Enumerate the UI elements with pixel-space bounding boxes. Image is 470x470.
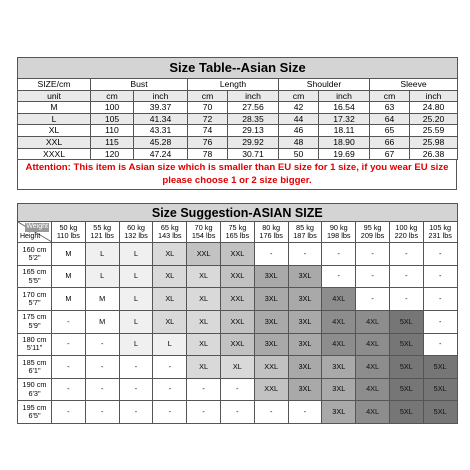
measurement-cell: 29.92 (228, 136, 279, 148)
suggested-size-cell: XL (187, 265, 221, 288)
height-row (18, 378, 458, 401)
suggested-size-cell: - (119, 401, 153, 424)
unit-cell: cm (279, 90, 319, 102)
weight-lbs: 143 lbs (158, 231, 182, 241)
weight-kg: 55 kg (93, 222, 112, 232)
weight-kg: 100 kg (395, 222, 418, 232)
suggested-size-cell: - (187, 401, 221, 424)
weight-kg: 80 kg (262, 222, 281, 232)
weight-header (423, 222, 457, 243)
measurement-cell: 72 (188, 113, 228, 125)
suggested-size-cell: XL (153, 265, 187, 288)
suggested-size-cell: 3XL (322, 378, 356, 401)
suggested-size-cell: 3XL (254, 310, 288, 333)
unit-cell: inch (410, 90, 458, 102)
suggested-size-cell: 4XL (356, 401, 390, 424)
measurement-cell: 78 (188, 148, 228, 160)
size-row (18, 125, 458, 137)
suggested-size-cell: 3XL (288, 265, 322, 288)
suggested-size-cell: - (356, 288, 390, 311)
measurement-cell: 44 (279, 113, 319, 125)
height-row (18, 310, 458, 333)
col-header-length: Length (188, 79, 279, 91)
unit-row (18, 90, 458, 102)
weight-kg: 105 kg (429, 222, 452, 232)
measurement-cell: 26.38 (410, 148, 458, 160)
suggested-size-cell: - (52, 310, 86, 333)
measurement-cell: 29.13 (228, 125, 279, 137)
suggested-size-cell: XL (153, 310, 187, 333)
size-table (17, 57, 458, 160)
size-label: XXXL (18, 148, 91, 160)
suggested-size-cell: XL (187, 288, 221, 311)
col-header-bust: Bust (91, 79, 188, 91)
height-cm: 180 cm (22, 334, 47, 344)
size-chart (17, 57, 457, 424)
height-row (18, 243, 458, 266)
weight-lbs: 220 lbs (394, 231, 419, 241)
weight-header (356, 222, 390, 243)
height-row (18, 401, 458, 424)
measurement-cell: 30.71 (228, 148, 279, 160)
suggested-size-cell: 5XL (389, 401, 423, 424)
suggested-size-cell: M (52, 243, 86, 266)
suggested-size-cell: XXL (220, 310, 254, 333)
suggested-size-cell: - (423, 265, 457, 288)
suggested-size-cell: - (153, 401, 187, 424)
measurement-cell: 25.98 (410, 136, 458, 148)
measurement-cell: 50 (279, 148, 319, 160)
suggested-size-cell: - (423, 243, 457, 266)
unit-cell: inch (228, 90, 279, 102)
suggested-size-cell: L (85, 265, 119, 288)
measurement-cell: 66 (370, 136, 410, 148)
weight-kg: 85 kg (296, 222, 314, 232)
height-row (18, 356, 458, 379)
height-ft: 5'11" (26, 343, 43, 353)
height-ft: 6'3" (28, 388, 41, 398)
suggested-size-cell: 4XL (322, 333, 356, 356)
height-header (18, 401, 52, 424)
suggested-size-cell: 4XL (356, 378, 390, 401)
weight-header (119, 222, 153, 243)
unit-cell: inch (319, 90, 370, 102)
measurement-cell: 65 (370, 125, 410, 137)
height-axis-label: Height (20, 232, 41, 240)
suggested-size-cell: M (52, 265, 86, 288)
suggested-size-cell: - (288, 401, 322, 424)
weight-axis-label: Weight (26, 223, 48, 231)
measurement-cell: 19.69 (319, 148, 370, 160)
suggested-size-cell: - (288, 243, 322, 266)
suggested-size-cell: XXL (254, 378, 288, 401)
measurement-cell: 74 (188, 125, 228, 137)
measurement-cell: 17.32 (319, 113, 370, 125)
suggested-size-cell: 3XL (288, 378, 322, 401)
suggested-size-cell: - (322, 243, 356, 266)
suggested-size-cell: - (254, 401, 288, 424)
suggested-size-cell: 3XL (254, 333, 288, 356)
suggested-size-cell: 4XL (322, 288, 356, 311)
measurement-cell: 46 (279, 125, 319, 137)
col-header-shoulder: Shoulder (279, 79, 370, 91)
suggested-size-cell: - (389, 265, 423, 288)
weight-height-corner (18, 222, 52, 243)
weight-kg: 90 kg (329, 222, 348, 232)
size-label: XXL (18, 136, 91, 148)
height-ft: 6'5" (28, 411, 41, 421)
height-header (18, 333, 52, 356)
suggested-size-cell: - (187, 378, 221, 401)
measurement-cell: 105 (91, 113, 134, 125)
unit-cell: unit (18, 90, 91, 102)
suggested-size-cell: 4XL (356, 333, 390, 356)
weight-lbs: 198 lbs (327, 231, 351, 241)
measurement-cell: 47.24 (134, 148, 188, 160)
weight-header (389, 222, 423, 243)
measurement-cell: 120 (91, 148, 134, 160)
suggested-size-cell: 3XL (288, 356, 322, 379)
unit-cell: cm (91, 90, 134, 102)
measurement-cell: 67 (370, 148, 410, 160)
size-table-title: Size Table--Asian Size (18, 58, 458, 79)
measurement-cell: 64 (370, 113, 410, 125)
weight-header (52, 222, 86, 243)
height-row (18, 333, 458, 356)
height-cm: 170 cm (22, 289, 47, 299)
suggested-size-cell: - (85, 356, 119, 379)
suggested-size-cell: - (85, 333, 119, 356)
suggested-size-cell: XXL (254, 356, 288, 379)
size-row (18, 148, 458, 160)
suggested-size-cell: - (423, 310, 457, 333)
height-cm: 185 cm (22, 357, 47, 367)
measurement-cell: 110 (91, 125, 134, 137)
suggested-size-cell: XXL (220, 333, 254, 356)
suggested-size-cell: 3XL (288, 333, 322, 356)
size-suggestion-table (17, 203, 458, 424)
suggested-size-cell: L (119, 288, 153, 311)
weight-kg: 70 kg (194, 222, 213, 232)
weight-header (254, 222, 288, 243)
size-label: L (18, 113, 91, 125)
height-header (18, 265, 52, 288)
suggested-size-cell: 3XL (254, 265, 288, 288)
col-header-sleeve: Sleeve (370, 79, 458, 91)
suggested-size-cell: XL (187, 310, 221, 333)
measurement-cell: 42 (279, 102, 319, 114)
suggested-size-cell: 3XL (322, 401, 356, 424)
weight-kg: 75 kg (228, 222, 247, 232)
measurement-cell: 24.80 (410, 102, 458, 114)
unit-cell: inch (134, 90, 188, 102)
suggested-size-cell: - (119, 378, 153, 401)
suggested-size-cell: - (52, 333, 86, 356)
suggested-size-cell: L (119, 333, 153, 356)
suggested-size-cell: 5XL (389, 310, 423, 333)
suggested-size-cell: - (52, 356, 86, 379)
suggested-size-cell: 4XL (322, 310, 356, 333)
suggested-size-cell: XXL (220, 265, 254, 288)
suggested-size-cell: L (119, 243, 153, 266)
measurement-cell: 16.54 (319, 102, 370, 114)
suggested-size-cell: - (322, 265, 356, 288)
suggested-size-cell: 5XL (423, 356, 457, 379)
height-ft: 5'5" (28, 275, 41, 285)
suggested-size-cell: 3XL (254, 288, 288, 311)
suggested-size-cell: 5XL (389, 378, 423, 401)
suggested-size-cell: - (254, 243, 288, 266)
suggestion-rows (18, 243, 458, 424)
height-cm: 190 cm (22, 380, 47, 390)
measurement-cell: 43.31 (134, 125, 188, 137)
weight-header (322, 222, 356, 243)
weight-lbs: 187 lbs (293, 231, 317, 241)
measurement-cell: 115 (91, 136, 134, 148)
suggested-size-cell: L (119, 310, 153, 333)
height-cm: 195 cm (22, 402, 47, 412)
height-ft: 6'1" (28, 365, 41, 375)
suggested-size-cell: XL (220, 356, 254, 379)
weight-kg: 50 kg (59, 222, 78, 232)
weight-header (187, 222, 221, 243)
measurement-cell: 25.20 (410, 113, 458, 125)
suggested-size-cell: XXL (220, 243, 254, 266)
suggested-size-cell: XL (187, 356, 221, 379)
height-header (18, 243, 52, 266)
weight-lbs: 110 lbs (56, 231, 80, 241)
height-header (18, 310, 52, 333)
measurement-cell: 63 (370, 102, 410, 114)
weight-lbs: 176 lbs (259, 231, 283, 241)
suggested-size-cell: 3XL (288, 288, 322, 311)
size-rows (18, 102, 458, 160)
suggested-size-cell: M (85, 288, 119, 311)
weight-lbs: 231 lbs (428, 231, 452, 241)
height-row (18, 265, 458, 288)
height-ft: 5'7" (28, 298, 41, 308)
measurement-cell: 27.56 (228, 102, 279, 114)
measurement-cell: 18.11 (319, 125, 370, 137)
suggested-size-cell: - (153, 378, 187, 401)
unit-cell: cm (188, 90, 228, 102)
suggested-size-cell: 4XL (356, 356, 390, 379)
weight-lbs: 165 lbs (225, 231, 250, 241)
measurement-cell: 48 (279, 136, 319, 148)
weight-header (288, 222, 322, 243)
measurement-cell: 39.37 (134, 102, 188, 114)
measurement-cell: 70 (188, 102, 228, 114)
weight-lbs: 132 lbs (124, 231, 148, 241)
suggested-size-cell: XL (187, 333, 221, 356)
suggested-size-cell: 3XL (322, 356, 356, 379)
height-cm: 160 cm (22, 244, 47, 254)
weight-lbs: 209 lbs (360, 231, 385, 241)
suggested-size-cell: XXL (220, 288, 254, 311)
size-row (18, 136, 458, 148)
measurement-cell: 18.90 (319, 136, 370, 148)
weight-kg: 95 kg (363, 222, 382, 232)
suggested-size-cell: - (423, 288, 457, 311)
size-row (18, 102, 458, 114)
size-label: M (18, 102, 91, 114)
suggested-size-cell: - (220, 378, 254, 401)
weight-kg: 60 kg (127, 222, 145, 232)
suggested-size-cell: XXL (187, 243, 221, 266)
height-header (18, 356, 52, 379)
size-row (18, 113, 458, 125)
suggested-size-cell: - (220, 401, 254, 424)
weight-header (85, 222, 119, 243)
weight-lbs: 154 lbs (191, 231, 216, 241)
suggested-size-cell: - (389, 243, 423, 266)
measurement-cell: 28.35 (228, 113, 279, 125)
measurement-cell: 76 (188, 136, 228, 148)
height-row (18, 288, 458, 311)
weight-header (153, 222, 187, 243)
measurement-cell: 41.34 (134, 113, 188, 125)
height-header (18, 288, 52, 311)
suggested-size-cell: - (85, 378, 119, 401)
measurement-cell: 45.28 (134, 136, 188, 148)
col-header-size: SIZE/cm (18, 79, 91, 91)
suggested-size-cell: - (356, 265, 390, 288)
suggestion-title: Size Suggestion-ASIAN SIZE (18, 204, 458, 222)
suggested-size-cell: - (356, 243, 390, 266)
height-ft: 5'9" (28, 320, 41, 330)
height-ft: 5'2" (28, 252, 41, 262)
suggested-size-cell: M (52, 288, 86, 311)
height-cm: 165 cm (22, 267, 47, 277)
height-cm: 175 cm (22, 312, 47, 322)
suggested-size-cell: 5XL (423, 378, 457, 401)
suggested-size-cell: M (85, 310, 119, 333)
height-header (18, 378, 52, 401)
weight-header (220, 222, 254, 243)
suggested-size-cell: L (153, 333, 187, 356)
suggested-size-cell: - (153, 356, 187, 379)
attention-note: Attention: This item is Asian size which is smaller than EU size for 1 size, if you wear EU size please choose 1 or 2 size bigger. (17, 160, 457, 190)
suggested-size-cell: - (423, 333, 457, 356)
measurement-cell: 100 (91, 102, 134, 114)
suggested-size-cell: - (389, 288, 423, 311)
weight-row (18, 222, 458, 243)
suggested-size-cell: 3XL (288, 310, 322, 333)
suggested-size-cell: 4XL (356, 310, 390, 333)
suggested-size-cell: L (85, 243, 119, 266)
suggested-size-cell: L (119, 265, 153, 288)
size-label: XL (18, 125, 91, 137)
unit-cell: cm (370, 90, 410, 102)
weight-lbs: 121 lbs (90, 231, 114, 241)
suggested-size-cell: XL (153, 243, 187, 266)
suggested-size-cell: 5XL (389, 333, 423, 356)
weight-kg: 65 kg (160, 222, 179, 232)
measurement-cell: 25.59 (410, 125, 458, 137)
suggested-size-cell: 5XL (389, 356, 423, 379)
suggested-size-cell: - (119, 356, 153, 379)
suggested-size-cell: XL (153, 288, 187, 311)
suggested-size-cell: - (52, 401, 86, 424)
suggested-size-cell: - (52, 378, 86, 401)
suggested-size-cell: - (85, 401, 119, 424)
suggested-size-cell: 5XL (423, 401, 457, 424)
